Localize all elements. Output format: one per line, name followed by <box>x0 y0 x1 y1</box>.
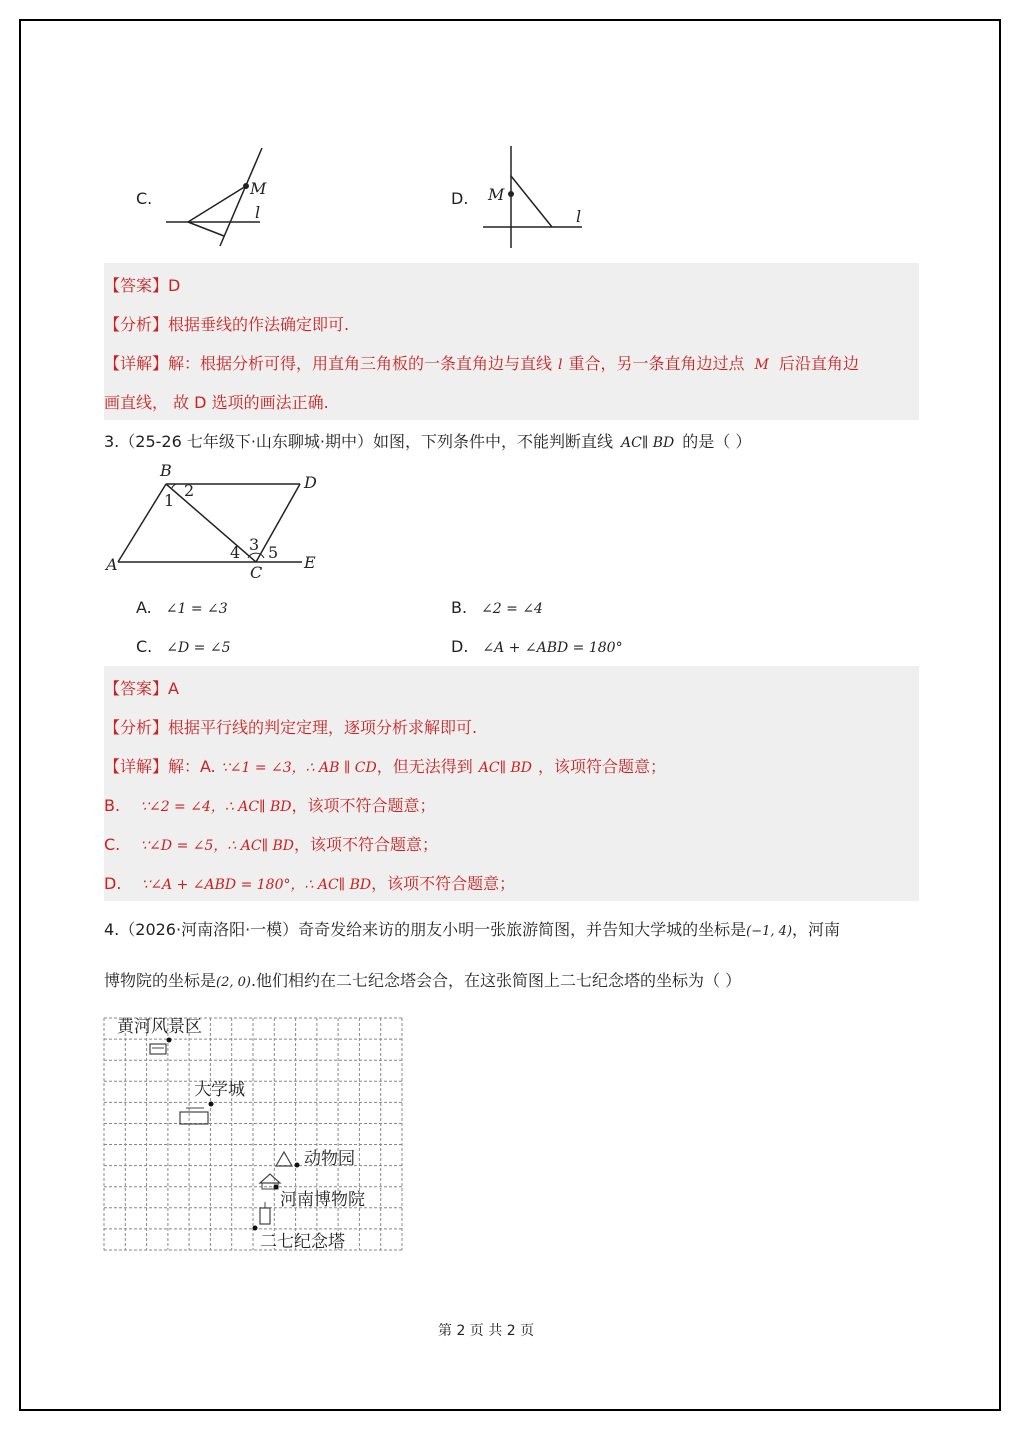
q2-detail-line1: 【详解】解：根据分析可得，用直角三角板的一条直角边与直线 l 重合，另一条直角边过点 M 后沿直角边 <box>104 354 859 373</box>
q4-stem-line1: 4.（2026·河南洛阳·一模）奇奇发给来访的朋友小明一张旅游简图，并告知大学城的坐标是(−1, 4)，河南 <box>104 920 841 939</box>
q3-answer-box <box>104 666 919 901</box>
q2c-point-m: M <box>250 179 267 198</box>
q2-answer-line: 【答案】D <box>104 276 181 295</box>
q3-angle-4: 4 <box>230 543 241 562</box>
q3-detail-d: D. ∵∠A + ∠ABD = 180°，∴ AC∥ BD，该项不符合题意； <box>104 874 516 893</box>
q3-option-d[interactable]: D. ∠A + ∠ABD = 180° <box>451 637 623 656</box>
q2c-line-l: l <box>255 203 261 222</box>
q3-answer-line: 【答案】A <box>104 679 179 698</box>
page-footer: 第 2 页 共 2 页 <box>438 1323 535 1339</box>
q3-label-d: D <box>304 473 317 492</box>
q3-option-b[interactable]: B. ∠2 = ∠4 <box>451 598 543 617</box>
q3-label-b: B <box>160 461 172 480</box>
q2d-line-l: l <box>576 207 582 226</box>
q2-analysis-line: 【分析】根据垂线的作法确定即可. <box>104 315 350 334</box>
q3-label-e: E <box>304 553 316 572</box>
map-label-university: 大学城 <box>194 1080 245 1100</box>
map-label-museum: 河南博物院 <box>280 1190 365 1210</box>
zoo-icon <box>276 1152 292 1166</box>
q2-option-c-label: C. <box>136 189 153 208</box>
map-grid <box>104 1018 402 1250</box>
q2-option-d-figure <box>480 142 590 252</box>
q3-label-a: A <box>106 555 118 574</box>
q3-stem: 3.（25-26 七年级下·山东聊城·期中）如图，下列条件中，不能判断直线 AC∥ BD 的是（ ） <box>104 432 752 451</box>
map-label-zoo: 动物园 <box>304 1149 355 1169</box>
q4-stem-line2: 博物院的坐标是(2, 0).他们相约在二七纪念塔会合，在这张简图上二七纪念塔的坐标为（ ） <box>104 971 742 990</box>
q3-detail-a: 【详解】解：A. ∵∠1 = ∠3，∴ AB ∥ CD，但无法得到 AC∥ BD ，该项符合题意； <box>104 757 667 776</box>
q3-angle-1: 1 <box>164 491 175 510</box>
q3-angle-5: 5 <box>268 543 279 562</box>
q3-angle-2: 2 <box>184 481 195 500</box>
q3-detail-c: C. ∵∠D = ∠5，∴ AC∥ BD，该项不符合题意； <box>104 835 439 854</box>
tower-icon <box>260 1202 270 1224</box>
q3-option-c[interactable]: C. ∠D = ∠5 <box>136 637 231 656</box>
map-label-yellow-river: 黄河风景区 <box>117 1017 202 1037</box>
q3-angle-3: 3 <box>249 535 260 554</box>
q3-label-c: C <box>250 563 263 582</box>
university-icon <box>180 1108 208 1124</box>
q2-detail-line2: 画直线， 故 D 选项的画法正确. <box>104 393 329 412</box>
q2d-point-m: M <box>488 185 505 204</box>
q3-option-a[interactable]: A. ∠1 = ∠3 <box>136 598 228 617</box>
q3-detail-b: B. ∵∠2 = ∠4，∴ AC∥ BD，该项不符合题意； <box>104 796 436 815</box>
yellow-river-icon <box>150 1044 166 1054</box>
q2-option-c-figure <box>160 140 280 250</box>
q4-map <box>104 1018 404 1252</box>
q2-option-d-label: D. <box>451 189 469 208</box>
q3-figure <box>104 460 334 580</box>
q3-analysis-line: 【分析】根据平行线的判定定理，逐项分析求解即可. <box>104 718 478 737</box>
map-label-tower: 二七纪念塔 <box>260 1232 345 1252</box>
